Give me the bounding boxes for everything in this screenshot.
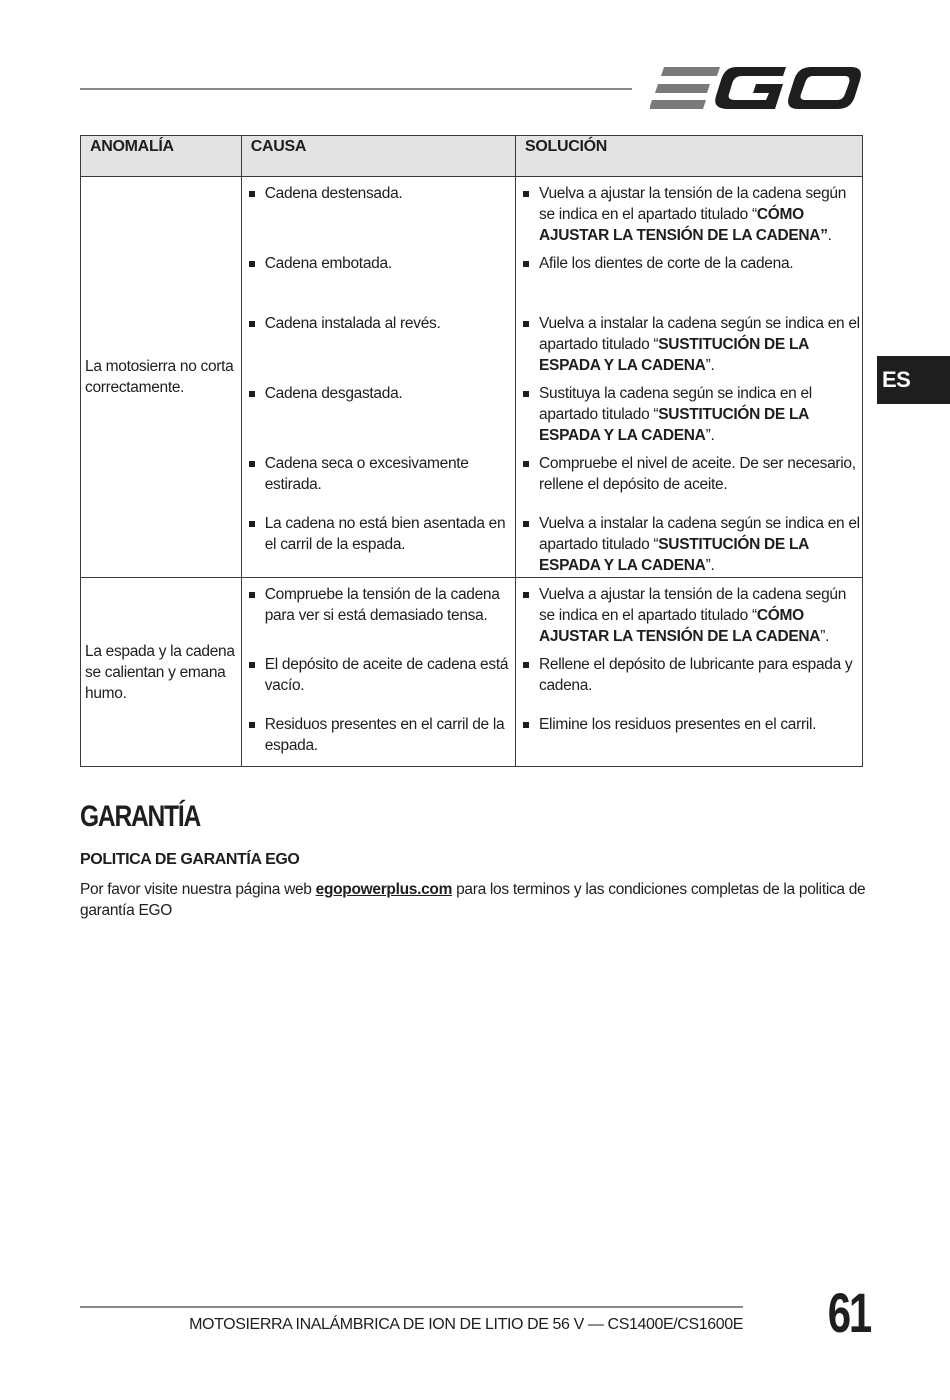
solution-item: Vuelva a instalar la cadena según se indica en el apartado titulado “SUSTITUCIÓN DE LA ESPADA Y LA CADENA”.: [522, 513, 860, 576]
solution-item: Vuelva a ajustar la tensión de la cadena según se indica en el apartado titulado “CÓMO AJUSTAR LA TENSIÓN DE LA CADENA”.: [522, 584, 860, 654]
cause-item: Residuos presentes en el carril de la espada.: [248, 714, 513, 756]
footer-product-name: MOTOSIERRA INALÁMBRICA DE ION DE LITIO DE 56 V — CS1400E/CS1600E: [189, 1316, 743, 1333]
anomaly-cell: La espada y la cadena se calientan y emana humo.: [81, 578, 242, 767]
solution-item: Compruebe el nivel de aceite. De ser necesario, rellene el depósito de aceite.: [522, 453, 860, 513]
cause-item: Cadena destensada.: [248, 183, 513, 253]
cause-item: Cadena instalada al revés.: [248, 313, 513, 383]
table-row: [81, 578, 863, 767]
cause-item: La cadena no está bien asentada en el carril de la espada.: [248, 513, 513, 555]
header-cause: CAUSA: [241, 136, 515, 177]
cause-item: Compruebe la tensión de la cadena para ver si está demasiado tensa.: [248, 584, 513, 654]
solution-item: Rellene el depósito de lubricante para espada y cadena.: [522, 654, 860, 714]
troubleshooting-table: [80, 135, 863, 767]
cause-item: El depósito de aceite de cadena está vacío.: [248, 654, 513, 714]
solution-item: Sustituya la cadena según se indica en el apartado titulado “SUSTITUCIÓN DE LA ESPADA Y LA CADENA”.: [522, 383, 860, 453]
header-solution: SOLUCIÓN: [516, 136, 863, 177]
solution-item: Afile los dientes de corte de la cadena.: [522, 253, 860, 313]
solution-cell: [516, 578, 863, 767]
cause-item: Cadena embotada.: [248, 253, 513, 313]
cause-cell: [241, 578, 515, 767]
table-row: [81, 177, 863, 578]
language-tab: ES: [877, 356, 950, 404]
anomaly-cell: La motosierra no corta correctamente.: [81, 177, 242, 578]
header-anomaly: ANOMALÍA: [81, 136, 242, 177]
solution-item: Elimine los residuos presentes en el carril.: [522, 714, 860, 735]
solution-item: Vuelva a ajustar la tensión de la cadena según se indica en el apartado titulado “CÓMO AJUSTAR LA TENSIÓN DE LA CADENA”.: [522, 183, 860, 253]
ego-logo: [650, 64, 862, 112]
cause-cell: [241, 177, 515, 578]
warranty-title: GARANTÍA: [80, 800, 200, 833]
page-number: 61: [827, 1281, 870, 1344]
footer-rule: [80, 1306, 743, 1308]
solution-item: Vuelva a instalar la cadena según se indica en el apartado titulado “SUSTITUCIÓN DE LA ESPADA Y LA CADENA”.: [522, 313, 860, 383]
website-link[interactable]: egopowerplus.com: [315, 881, 453, 898]
warranty-text: Por favor visite nuestra página web egopowerplus.com para los terminos y las condiciones completas de la politica de garantía EGO: [80, 881, 866, 919]
table-header-row: [81, 136, 863, 177]
warranty-subtitle: POLITICA DE GARANTÍA EGO: [80, 851, 300, 868]
cause-item: Cadena seca o excesivamente estirada.: [248, 453, 513, 513]
header-rule: [80, 88, 632, 90]
solution-cell: [516, 177, 863, 578]
cause-item: Cadena desgastada.: [248, 383, 513, 453]
